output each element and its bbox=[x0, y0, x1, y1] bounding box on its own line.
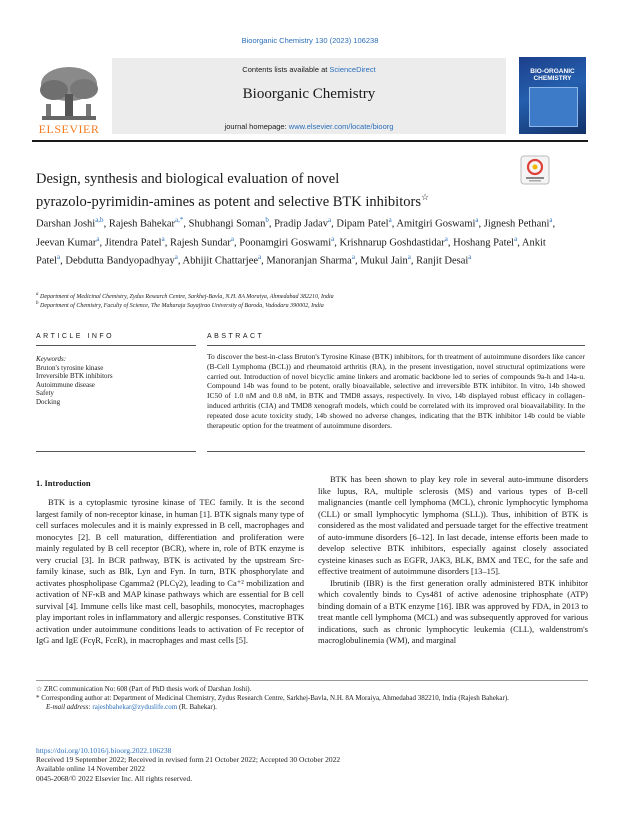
author-affiliation-marker[interactable]: a bbox=[407, 253, 411, 261]
author-affiliation-marker[interactable]: a bbox=[174, 253, 178, 261]
cover-title-line1: BIO-ORGANIC bbox=[530, 68, 575, 75]
available-online: Available online 14 November 2022 bbox=[36, 764, 145, 774]
affiliation-a-sup: a bbox=[36, 292, 39, 297]
email-suffix: (R. Bahekar). bbox=[177, 703, 217, 711]
author-name[interactable]: Ankit Patel bbox=[36, 237, 546, 267]
author-affiliation-marker[interactable]: b bbox=[265, 216, 269, 224]
author-name[interactable]: Rajesh Sundar bbox=[169, 237, 231, 248]
homepage-line bbox=[112, 122, 506, 131]
author-affiliation-marker[interactable]: a bbox=[328, 216, 332, 224]
cover-title bbox=[523, 68, 582, 82]
title-line-2-text: pyrazolo-pyrimidin-amines as potent and selective BTK inhibitors bbox=[36, 193, 421, 210]
author-separator: , bbox=[164, 237, 170, 248]
footnote-star: ☆ ZRC communication No: 608 (Part of PhD thesis work of Darshan Joshi). bbox=[36, 685, 252, 693]
title-star[interactable]: ☆ bbox=[420, 192, 430, 202]
header-rule bbox=[32, 140, 588, 142]
section-heading-introduction: 1. Introduction bbox=[36, 478, 91, 488]
affiliation-b-sup: b bbox=[36, 301, 39, 306]
body-right-column bbox=[318, 474, 588, 647]
footnote-email bbox=[36, 703, 588, 712]
author-affiliation-marker[interactable]: a bbox=[475, 216, 479, 224]
author-affiliation-marker[interactable]: a bbox=[96, 234, 100, 243]
author-affiliation-marker[interactable]: a,* bbox=[175, 216, 184, 224]
author-separator: , bbox=[234, 237, 240, 248]
author-name[interactable]: Darshan Joshi bbox=[36, 218, 96, 230]
author-name[interactable]: Abhijit Chattarjee bbox=[182, 255, 259, 267]
footnote-rule bbox=[36, 680, 588, 681]
author-name[interactable]: Krishnarup Goshdastidar bbox=[339, 237, 445, 248]
homepage-prefix: journal homepage: bbox=[224, 122, 289, 131]
author-affiliation-marker[interactable]: a,b bbox=[95, 216, 104, 224]
doi-link[interactable]: https://doi.org/10.1016/j.bioorg.2022.106238 bbox=[36, 746, 172, 755]
author-affiliation-marker[interactable]: a bbox=[514, 234, 518, 243]
author-separator: , bbox=[103, 218, 109, 230]
homepage-link[interactable]: www.elsevier.com/locate/bioorg bbox=[288, 122, 394, 131]
author-affiliation-marker[interactable]: a bbox=[258, 253, 262, 261]
footnotes bbox=[36, 685, 588, 712]
affiliation-a-text: Department of Medicinal Chemistry, Zydus Research Centre, Sarkhej-Bavla, N.H. 8A Moraiya, Ahmedabad 382210, India bbox=[40, 294, 334, 300]
author-affiliation-marker[interactable]: a bbox=[388, 216, 392, 224]
author-name[interactable]: Manoranjan Sharma bbox=[266, 255, 352, 267]
author-name[interactable]: Jitendra Patel bbox=[104, 237, 162, 248]
email-label: E-mail address: bbox=[46, 703, 93, 711]
abstract-bottom-rule bbox=[207, 451, 585, 452]
author-separator: , bbox=[517, 237, 522, 248]
author-name[interactable]: Debdutta Bandyopadhyay bbox=[65, 255, 175, 267]
keyword: Bruton's tyrosine kinase bbox=[36, 363, 104, 372]
author-separator: , bbox=[552, 218, 556, 230]
author-affiliation-marker[interactable]: a bbox=[230, 234, 234, 243]
footnote-corresponding: * Corresponding author at: Department of Medicinal Chemistry, Zydus Research Centre, Sarkhej-Bavla, N.H. 8A Moraiya, Ahmedabad 382210, India (Rajesh Bahekar). bbox=[36, 694, 509, 702]
keyword: Docking bbox=[36, 397, 61, 406]
body-left-column bbox=[36, 497, 304, 647]
author-name[interactable]: Pradip Jadav bbox=[274, 218, 329, 230]
author-name[interactable]: Jeevan Kumar bbox=[36, 237, 97, 248]
keyword: Irreversible BTK inhibitors bbox=[36, 372, 113, 381]
author-affiliation-marker[interactable]: a bbox=[549, 216, 553, 224]
abstract-heading: ABSTRACT bbox=[207, 333, 265, 340]
author-name[interactable]: Amitgiri Goswami bbox=[396, 218, 476, 230]
journal-name: Bioorganic Chemistry bbox=[242, 86, 376, 102]
author-list bbox=[36, 213, 556, 269]
publication-info bbox=[36, 746, 588, 783]
abstract-text: To discover the best-in-class Bruton's Tyrosine Kinase (BTK) inhibitors, for th treatment of autoimmune disorders like cancer (B-Cell Lymphoma (BCL)) and rheumatoid arthritis (RA), in the present investigation, novel structural optimizations were carried out. Introduction of novel bicyclic amine linkers and aromatic backbone led to series of compounds 9a-h and 14a-u. Compound 14b was found to be potent, orally bioavailable, selective and irreversible BTK inhibitor. In vitro, 14b showed IC50 of 1.0 nM and 0.8 nM, in BTK and TMD8 assays, respectively. In vivo, 14b displayed robust efficacy in collagen-induced arthritis (CIA) and TMD8 xenograft models, which could be correlated with its improved oral bioavailability. In the repeated dose acute toxicity study, 14b showed no adverse changes, indicating that the BTK inhibitor 14b could be viable therapeutic option for the treatment of autoimmune disorders. bbox=[207, 352, 585, 430]
author-separator: , bbox=[183, 218, 189, 230]
author-separator: , bbox=[331, 218, 337, 230]
title-line-1: Design, synthesis and biological evaluation of novel bbox=[36, 171, 340, 187]
author-name[interactable]: Shubhangi Soman bbox=[188, 218, 266, 230]
journal-citation[interactable]: Bioorganic Chemistry 130 (2023) 106238 bbox=[241, 36, 379, 45]
article-info-rule bbox=[36, 345, 196, 346]
article-info-bottom-rule bbox=[36, 451, 196, 452]
author-separator: , bbox=[354, 255, 361, 267]
affiliation-b bbox=[36, 300, 576, 310]
body-paragraph: Ibrutinib (IBR) is the first generation orally administered BTK inhibitor which covalently binds to Cys481 of active adenosine triphosphate (ATP) binding domain of a BTK enzyme [16]. IBR was approved by FDA, in 2013 to treat mantle cell lymphoma (MCL) and was subsequently approved for various indications, such as chronic lymphocytic leukemia (CLL), waldenstrom's macroglobulinemia (WM), and marginal bbox=[318, 577, 588, 645]
check-for-updates-icon[interactable] bbox=[520, 155, 550, 185]
keyword: Autoimmune disease bbox=[36, 380, 95, 389]
author-separator: , bbox=[268, 218, 275, 230]
body-paragraph: BTK is a cytoplasmic tyrosine kinase of TEC family. It is the second largest family of non-receptor kinase, in human [1]. BTK signals many type of cell surfaces molecules and it is mainly expressed in B cell, macrophages and monocytes [2]. B cell maturation, differentiation and proliferation were mainly regulated by B cell receptor (BCR), where in, role of BTK enzyme is very crucial [3]. In BCR pathway, BTK is activated by the upstream Src-family kinase, such as Blk, Lyn and Fyn. In turn, BTK phosphorylate and activates phospholipase Cgamma2 (PLCγ2), leading to Ca⁺² mobilization and activation of NF-κB and MAP kinase pathways which are essential for B cell survival [4]. Immune cells like mast cell, basophils, monocytes, macrophages play important roles in inflammatory and allergic responses. Constitutive BTK activation under autoimmune conditions leads to activation of Fc receptor of IgG and IgE (FcγR, FcεR), in macrophages and mast cells [5]. bbox=[36, 497, 304, 645]
author-affiliation-marker[interactable]: a bbox=[331, 234, 335, 243]
sciencedirect-link[interactable]: ScienceDirect bbox=[329, 65, 376, 74]
email-link[interactable]: rajeshbahekar@zyduslife.com bbox=[92, 703, 178, 711]
author-affiliation-marker[interactable]: a bbox=[444, 234, 448, 243]
author-name[interactable]: Hoshang Patel bbox=[453, 237, 515, 248]
author-affiliation-marker[interactable]: a bbox=[468, 253, 472, 261]
article-info-heading: ARTICLE INFO bbox=[36, 333, 115, 340]
author-name[interactable]: Ranjit Desai bbox=[416, 255, 469, 267]
author-name[interactable]: Jignesh Pethani bbox=[483, 218, 550, 230]
keyword: Safety bbox=[36, 389, 54, 398]
author-separator: , bbox=[410, 255, 417, 267]
copyright: 0045-2068/© 2022 Elsevier Inc. All rights reserved. bbox=[36, 773, 193, 783]
article-title bbox=[36, 170, 506, 211]
author-separator: , bbox=[447, 237, 454, 248]
author-affiliation-marker[interactable]: a bbox=[351, 253, 355, 261]
author-separator: , bbox=[99, 237, 105, 248]
contents-line bbox=[112, 65, 506, 74]
cover-title-line2: CHEMISTRY bbox=[533, 75, 572, 82]
cover-art bbox=[529, 87, 578, 127]
author-affiliation-marker[interactable]: a bbox=[161, 234, 165, 243]
author-separator: , bbox=[334, 237, 340, 248]
affiliation-b-text: Department of Chemistry, Faculty of Science, The Maharaja Sayajirao University of Baroda, Vadodara 390002, India bbox=[40, 303, 324, 309]
title-line-2 bbox=[36, 188, 506, 211]
keywords-label: Keywords: bbox=[36, 355, 67, 363]
journal-cover-thumbnail[interactable] bbox=[519, 57, 586, 134]
author-affiliation-marker[interactable]: a bbox=[57, 253, 61, 261]
author-separator: , bbox=[261, 255, 267, 267]
author-separator: , bbox=[478, 218, 484, 230]
author-separator: , bbox=[391, 218, 397, 230]
author-name[interactable]: Dipam Patel bbox=[336, 218, 389, 230]
keywords-block bbox=[36, 355, 196, 407]
author-separator: , bbox=[60, 255, 66, 267]
abstract-rule bbox=[207, 345, 585, 346]
received-dates: Received 19 September 2022; Received in revised form 21 October 2022; Accepted 30 October 2022 bbox=[36, 755, 341, 765]
contents-prefix: Contents lists available at bbox=[242, 65, 330, 74]
body-paragraph: BTK has been shown to play key role in several auto-immune disorders like lupus, RA, multiple sclerosis (MS) and various types of B-cell malignancies (mantle cell lymphoma (MCL), chronic lymphocytic lymphoma (CLL) or small lymphocytic lymphoma (SLL)). Thus, inhibition of BTK is considered as the most validated and persuade target for the effective treatment of auto-immune disorders [6–12]. In last decade, intense efforts been made to develop selective BTK inhibitors, especially against closely associated cysteine kinases such as EGFR, JAK3, BLK, BMX and TEC, for the safe and effective treatment of autoimmune disorders [13–15]. bbox=[318, 474, 588, 576]
author-name[interactable]: Rajesh Bahekar bbox=[108, 218, 175, 230]
author-name[interactable]: Mukul Jain bbox=[360, 255, 408, 267]
elsevier-wordmark: ELSEVIER bbox=[38, 122, 100, 136]
author-separator: , bbox=[177, 255, 183, 267]
author-name[interactable]: Poonamgiri Goswami bbox=[239, 237, 332, 248]
